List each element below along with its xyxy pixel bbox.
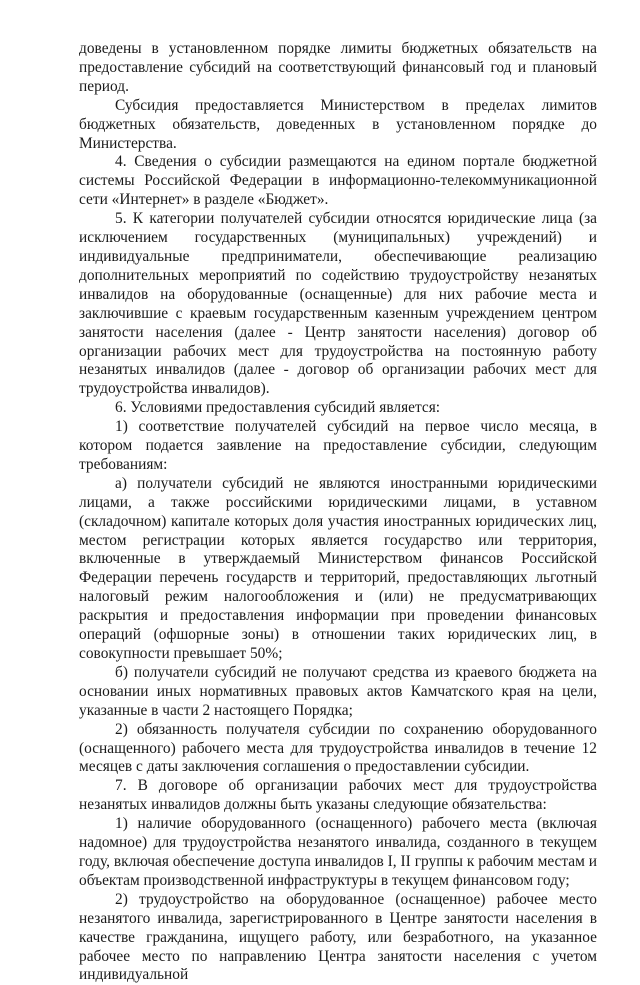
- paragraph-item-5: 5. К категории получателей субсидии относятся юридические лица (за исключением государственных (муниципальных) учреждений) и индивидуальные предприниматели, обеспечивающие реализацию дополнительных мероприятий по содействию трудоустройству незанятых инвалидов на оборудованные (оснащенные) для них рабочие места и заключившие с краевым государственным казенным учреждением центром занятости населения (далее - Центр занятости населения) договор об организации рабочих мест для трудоустройства на постоянную работу незанятых инвалидов (далее - договор об организации рабочих мест для трудоустройства инвалидов).: [79, 210, 597, 398]
- document-page: [79, 40, 597, 985]
- paragraph-item-6-1: 1) соответствие получателей субсидий на первое число месяца, в котором подается заявление на предоставление субсидии, следующим требованиям:: [79, 418, 597, 473]
- paragraph-continuation: доведены в установленном порядке лимиты бюджетных обязательств на предоставление субсидий на соответствующий финансовый год и плановый период.: [79, 40, 597, 95]
- paragraph-item-7-2: 2) трудоустройство на оборудованное (оснащенное) рабочее место незанятого инвалида, зарегистрированного в Центре занятости населения в качестве гражданина, ищущего работу, или безработного, на указанное рабочее место по направлению Центра занятости населения с учетом индивидуальной: [79, 890, 597, 984]
- paragraph-item-6-1-a: а) получатели субсидий не являются иностранными юридическими лицами, а также российскими юридическими лицами, в уставном (складочном) капитале которых доля участия иностранных юридических лиц, местом регистрации которых является государство или территория, включенные в утверждаемый Министерством финансов Российской Федерации перечень государств и территорий, предоставляющих льготный налоговый режим налогообложения и (или) не предусматривающих раскрытия и предоставления информации при проведении финансовых операций (офшорные зоны) в отношении таких юридических лиц, в совокупности превышает 50%;: [79, 474, 597, 662]
- paragraph-item-6-1-b: б) получатели субсидий не получают средства из краевого бюджета на основании иных нормативных правовых актов Камчатского края на цели, указанные в части 2 настоящего Порядка;: [79, 663, 597, 719]
- paragraph-item-7-1: 1) наличие оборудованного (оснащенного) рабочего места (включая надомное) для трудоустройства незанятого инвалида, созданного в текущем году, включая обеспечение доступа инвалидов I, II группы к рабочим местам и объектам производственной инфраструктуры в текущем финансовом году;: [79, 815, 597, 889]
- paragraph-item-4: 4. Сведения о субсидии размещаются на едином портале бюджетной системы Российской Федерации в информационно-телекоммуникационной сети «Интернет» в разделе «Бюджет».: [79, 153, 597, 209]
- paragraph-item-6-2: 2) обязанность получателя субсидии по сохранению оборудованного (оснащенного) рабочего места для трудоустройства инвалидов в течение 12 месяцев с даты заключения соглашения о предоставлении субсидии.: [79, 720, 597, 776]
- paragraph-item-6: 6. Условиями предоставления субсидий является:: [115, 399, 441, 417]
- paragraph-item-7: 7. В договоре об организации рабочих мест для трудоустройства незанятых инвалидов должны быть указаны следующие обязательства:: [79, 777, 597, 814]
- paragraph-subsidy-ministry: Субсидия предоставляется Министерством в пределах лимитов бюджетных обязательств, доведенных в установленном порядке до Министерства.: [79, 96, 597, 152]
